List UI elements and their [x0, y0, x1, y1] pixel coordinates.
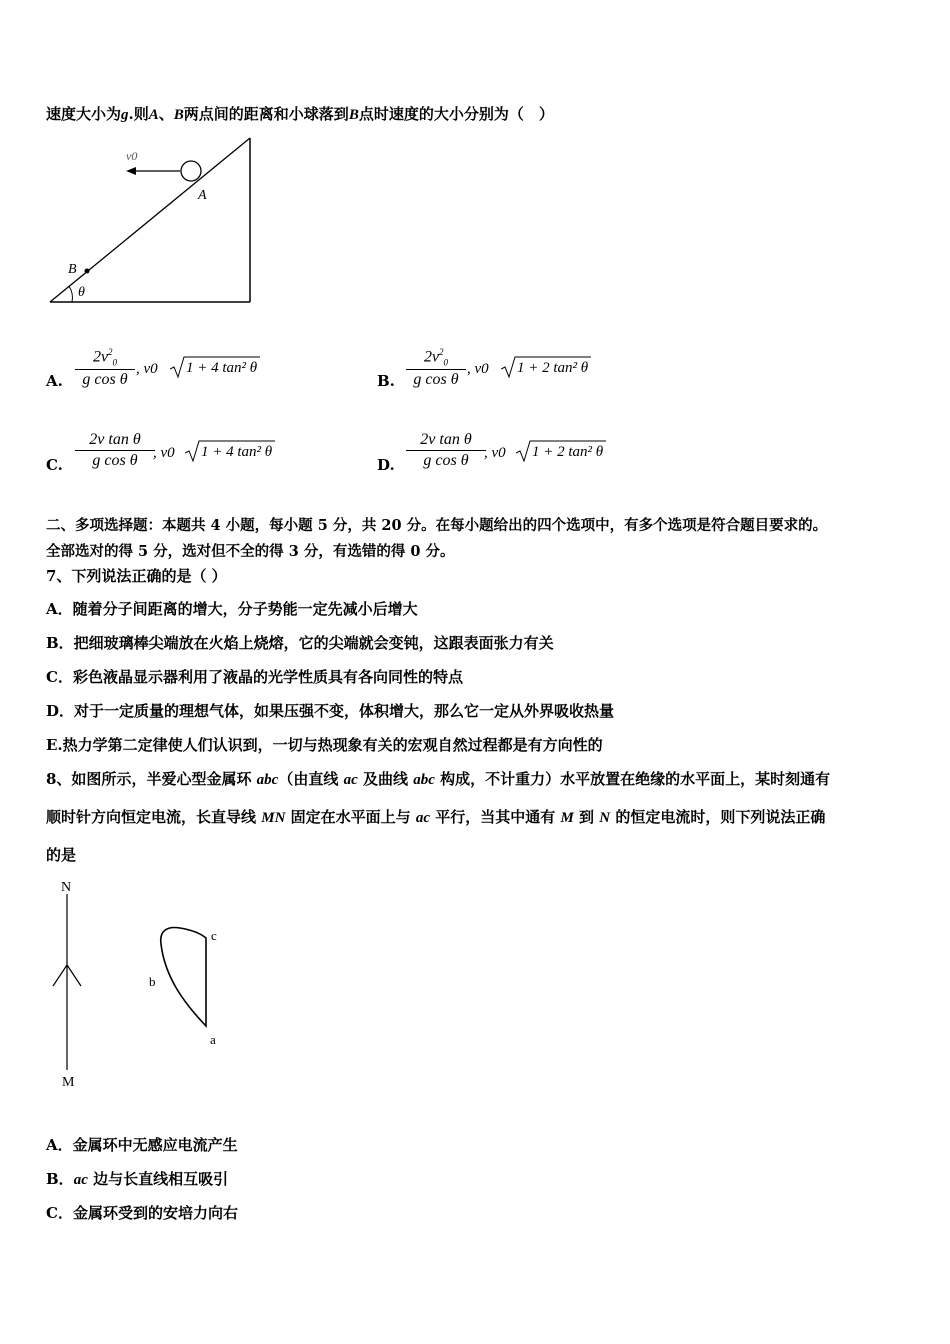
point-B-label: B — [68, 262, 77, 277]
option-C-den: g cos θ — [92, 452, 138, 469]
angle-arc — [69, 286, 72, 302]
q8-option-B — [46, 1168, 228, 1189]
option-B-sqrt — [501, 355, 591, 385]
q8-option-A: A．金属环中无感应电流产生 — [46, 1136, 238, 1154]
fraction-bar — [406, 369, 466, 370]
option-B-num: $2v^2_0$ — [423, 347, 449, 368]
incline-figure — [40, 130, 270, 315]
q6-stem-text-4: 两点间的距离和小球落到 — [183, 105, 349, 123]
option-D-tail: , v0 — [484, 445, 506, 461]
option-B-fraction — [406, 347, 466, 389]
option-B-tail: , v0 — [467, 361, 489, 377]
option-D-label: D. — [377, 456, 395, 474]
q6-stem-B: B — [173, 107, 184, 123]
option-A-label: A. — [46, 372, 63, 390]
q8-ac: ac — [415, 810, 431, 826]
q8-M: M — [560, 810, 574, 826]
option-A-radicand: 1 + 4 tan² θ — [186, 360, 258, 376]
q7-stem: 7、下列说法正确的是（ ） — [46, 567, 227, 585]
incline-slope — [50, 138, 250, 302]
label-M: M — [62, 1075, 75, 1090]
q8-text: 8、如图所示，半爱心型金属环 — [46, 770, 257, 788]
option-C-radicand: 1 + 4 tan² θ — [201, 444, 273, 460]
wire-ring-figure — [40, 872, 240, 1097]
option-B-radicand: 1 + 2 tan² θ — [517, 360, 589, 376]
option-C-label: C. — [46, 456, 63, 474]
q8-N: N — [599, 810, 611, 826]
q8-option-B-ac: ac — [73, 1172, 88, 1188]
fraction-bar — [75, 369, 135, 370]
option-C-sqrt — [185, 439, 275, 469]
q8-MN: MN — [261, 810, 286, 826]
q6-stem — [46, 103, 554, 124]
q8-ac: ac — [343, 772, 358, 788]
q8-text: 固定在水平面上与 — [285, 808, 416, 826]
q8-text: 的恒定电流时，则下列说法正确 — [610, 808, 826, 826]
fraction-bar — [406, 450, 486, 451]
q8-text: 顺时针方向恒定电流，长直导线 — [46, 808, 262, 826]
option-D-radicand: 1 + 2 tan² θ — [532, 444, 604, 460]
q7-option-D: D．对于一定质量的理想气体，如果压强不变，体积增大，那么它一定从外界吸收热量 — [46, 702, 615, 720]
q6-stem-text-1: 速度大小为 — [46, 105, 122, 123]
fraction-bar — [75, 450, 155, 451]
section2-line2: 全部选对的得 5 分，选对但不全的得 3 分，有选错的得 0 分。 — [46, 543, 455, 560]
option-A-den: g cos θ — [82, 370, 128, 388]
option-D-sqrt — [516, 439, 606, 469]
q8-text: 平行，当其中通有 — [430, 808, 561, 826]
q8-text: （由直线 — [278, 770, 344, 788]
q6-stem-text-5: 点时速度的大小分别为（ ） — [358, 105, 554, 123]
q7-option-C: C．彩色液晶显示器利用了液晶的光学性质具有各向同性的特点 — [46, 668, 463, 686]
option-C-tail: , v0 — [153, 445, 175, 461]
option-A-num: $2v^2_0$ — [92, 347, 118, 368]
option-A-sqrt — [170, 355, 260, 385]
q8-text: 构成，不计重力）水平放置在绝缘的水平面上，某时刻通有 — [434, 770, 831, 788]
option-D-num: 2v tan θ — [420, 431, 472, 448]
q6-stem-B2: B — [348, 107, 359, 123]
q8-text: 及曲线 — [357, 770, 414, 788]
q7-option-B: B．把细玻璃棒尖端放在火焰上烧熔，它的尖端就会变钝，这跟表面张力有关 — [46, 634, 554, 652]
q8-stem-line3: 的是 — [46, 846, 77, 864]
q6-stem-A: A — [148, 107, 159, 123]
q8-text: 到 — [573, 808, 600, 826]
point-B-dot — [85, 269, 90, 274]
option-C-fraction — [75, 431, 155, 470]
q7-option-A: A．随着分子间距离的增大，分子势能一定先减小后增大 — [46, 600, 418, 618]
label-c: c — [211, 928, 217, 943]
option-A-tail: , v0 — [136, 361, 158, 377]
q8-abc: abc — [413, 772, 435, 788]
label-a: a — [210, 1032, 216, 1047]
half-heart-ring — [161, 928, 206, 1026]
ball — [181, 161, 201, 181]
q8-stem-line1 — [46, 768, 830, 789]
q6-stem-text-2: .则 — [128, 105, 149, 123]
option-A-fraction — [75, 347, 135, 389]
q8-abc: abc — [256, 772, 279, 788]
section2-line1: 二、多项选择题：本题共 4 小题，每小题 5 分，共 20 分。在每小题给出的四个选项中，有多个选项是符合题目要求的。 — [46, 517, 828, 534]
angle-theta-label: θ — [78, 285, 85, 300]
q7-option-E: E.热力学第二定律使人们认识到，一切与热现象有关的宏观自然过程都是有方向性的 — [46, 736, 603, 754]
label-N: N — [61, 880, 72, 895]
q6-stem-g: g — [121, 107, 129, 123]
option-B-label: B. — [377, 372, 395, 390]
velocity-arrowhead — [126, 167, 136, 175]
option-C-num: 2v tan θ — [89, 431, 141, 448]
label-b: b — [149, 974, 156, 989]
option-D-den: g cos θ — [423, 452, 469, 469]
option-B-den: g cos θ — [413, 370, 459, 388]
point-A-label: A — [198, 188, 207, 203]
option-D-fraction — [406, 431, 486, 470]
q8-option-C: C．金属环受到的安培力向右 — [46, 1204, 238, 1222]
q8-option-B-label: B． — [46, 1170, 74, 1188]
v0-label: v0 — [126, 149, 138, 163]
q8-stem-line2 — [46, 806, 825, 827]
q8-option-B-text: 边与长直线相互吸引 — [87, 1170, 229, 1188]
q6-stem-text-3: 、 — [158, 105, 174, 123]
